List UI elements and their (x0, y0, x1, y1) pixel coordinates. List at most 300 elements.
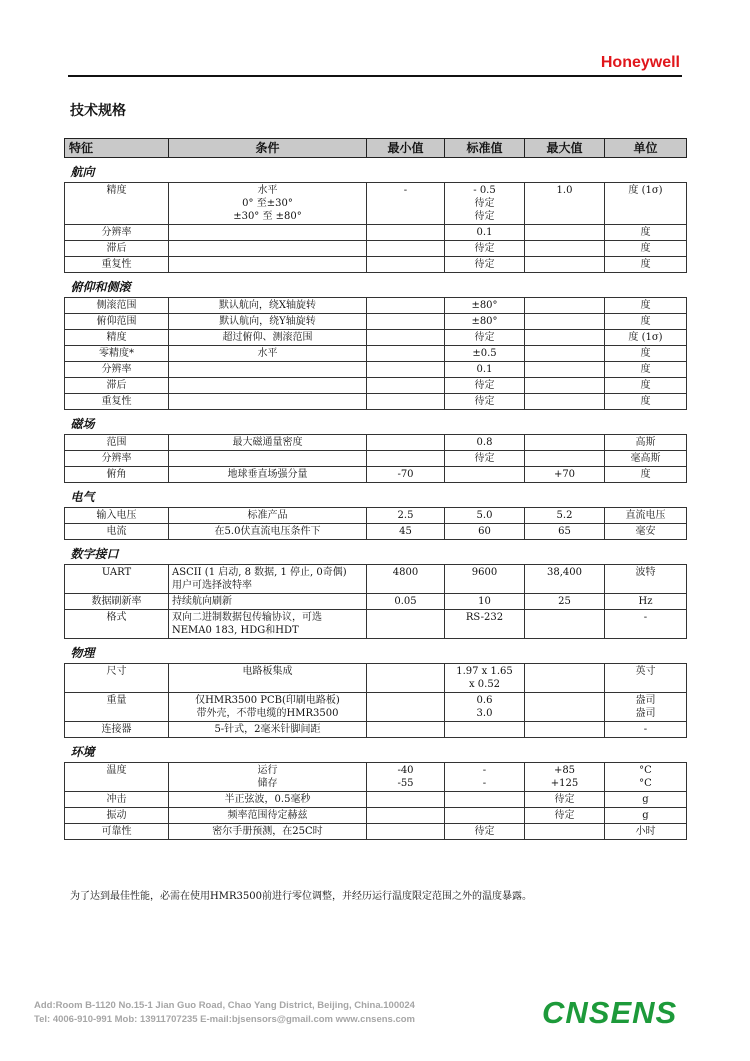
cell-line: 持续航向刷新 (172, 596, 232, 607)
typ-cell (445, 451, 525, 467)
unit-cell (605, 824, 687, 840)
cell-line: 英寸 (635, 666, 656, 677)
typ-cell (445, 508, 525, 524)
cell-line: 储存 (257, 778, 278, 789)
cell-line: NEMA0 183, HDG和HDT (172, 625, 299, 636)
typ-cell (445, 435, 525, 451)
typ-cell (445, 792, 525, 808)
footer-contact: Tel: 4006-910-991 Mob: 13911707235 E-mail:bjsensors@gmail.com www.cnsens.com (34, 1014, 415, 1025)
cell-line: 待定 (474, 826, 495, 837)
max-cell (525, 722, 605, 738)
min-cell (367, 467, 445, 483)
min-cell (367, 824, 445, 840)
typ-cell (445, 610, 525, 639)
cell-line: 频率范围待定赫兹 (227, 810, 308, 821)
cell-line: 在5.0伏直流电压条件下 (214, 526, 321, 537)
feature-cell: 精度 (65, 330, 169, 346)
column-header: 标准值 (445, 139, 525, 158)
feature-cell: 电流 (65, 524, 169, 540)
cell-line: 25 (558, 596, 571, 607)
min-cell (367, 314, 445, 330)
cell-line: 最大磁通量密度 (232, 437, 303, 448)
typ-cell (445, 225, 525, 241)
column-header: 最大值 (525, 139, 605, 158)
cell-line: 双向二进制数据包传输协议，可选 (172, 612, 322, 623)
typ-cell (445, 241, 525, 257)
max-cell (525, 314, 605, 330)
min-cell (367, 435, 445, 451)
typ-cell (445, 257, 525, 273)
unit-cell (605, 467, 687, 483)
table-row (65, 792, 687, 808)
condition-cell (169, 664, 367, 693)
feature-cell: 重量 (65, 693, 169, 722)
section-row (65, 540, 687, 565)
min-cell (367, 298, 445, 314)
typ-cell (445, 378, 525, 394)
feature-cell: 精度 (65, 183, 169, 225)
typ-cell (445, 664, 525, 693)
max-cell (525, 508, 605, 524)
unit-cell (605, 225, 687, 241)
table-row (65, 824, 687, 840)
min-cell (367, 763, 445, 792)
cell-line: 水平 (257, 185, 278, 196)
min-cell (367, 792, 445, 808)
max-cell (525, 362, 605, 378)
feature-cell: 振动 (65, 808, 169, 824)
cell-line: 待定 (474, 243, 495, 254)
typ-cell (445, 362, 525, 378)
cell-line: 度 (1σ) (628, 332, 663, 343)
cell-line: 用户可选择波特率 (172, 580, 252, 591)
table-row (65, 241, 687, 257)
feature-cell: 分辨率 (65, 451, 169, 467)
unit-cell (605, 241, 687, 257)
cell-line: 密尔手册预测，在25C时 (212, 826, 323, 837)
cell-line: 1.0 (556, 185, 573, 196)
cell-line: 待定 (474, 380, 495, 391)
cell-line: 60 (478, 526, 491, 537)
min-cell (367, 330, 445, 346)
table-row (65, 610, 687, 639)
max-cell (525, 346, 605, 362)
section-title: 环境 (65, 738, 687, 763)
cell-line: 45 (399, 526, 412, 537)
unit-cell (605, 378, 687, 394)
condition-cell (169, 241, 367, 257)
cell-line: 度 (640, 227, 651, 238)
cell-line: °C (639, 778, 652, 789)
section-title: 数字接口 (65, 540, 687, 565)
min-cell (367, 378, 445, 394)
cell-line: 默认航向，绕X轴旋转 (218, 300, 317, 311)
max-cell (525, 594, 605, 610)
condition-cell (169, 808, 367, 824)
cell-line: 度 (640, 243, 651, 254)
cell-line: 标准产品 (247, 510, 288, 521)
feature-cell: 冲击 (65, 792, 169, 808)
table-row (65, 314, 687, 330)
condition-cell (169, 763, 367, 792)
condition-cell (169, 394, 367, 410)
feature-cell: 俯仰范围 (65, 314, 169, 330)
cell-line: 高斯 (635, 437, 656, 448)
table-row (65, 346, 687, 362)
max-cell (525, 378, 605, 394)
table-row (65, 451, 687, 467)
section-title: 物理 (65, 639, 687, 664)
table-row (65, 524, 687, 540)
cell-line: +125 (550, 778, 579, 789)
typ-cell (445, 722, 525, 738)
condition-cell (169, 524, 367, 540)
min-cell (367, 257, 445, 273)
unit-cell (605, 314, 687, 330)
max-cell (525, 394, 605, 410)
section-row (65, 483, 687, 508)
cell-line: 毫安 (635, 526, 656, 537)
cell-line: 待定 (474, 396, 495, 407)
condition-cell (169, 451, 367, 467)
max-cell (525, 792, 605, 808)
cell-line: 波特 (635, 567, 656, 578)
condition-cell (169, 257, 367, 273)
section-title: 电气 (65, 483, 687, 508)
min-cell (367, 346, 445, 362)
unit-cell (605, 524, 687, 540)
cell-line: g (642, 810, 649, 821)
feature-cell: 分辨率 (65, 225, 169, 241)
condition-cell (169, 225, 367, 241)
cell-line: 小时 (635, 826, 656, 837)
unit-cell (605, 508, 687, 524)
table-row (65, 257, 687, 273)
unit-cell (605, 722, 687, 738)
feature-cell: 输入电压 (65, 508, 169, 524)
column-header: 条件 (169, 139, 367, 158)
typ-cell (445, 330, 525, 346)
typ-cell (445, 467, 525, 483)
cnsens-logo (540, 992, 730, 1032)
min-cell (367, 362, 445, 378)
cell-line: x 0.52 (468, 679, 501, 690)
cell-line: 0.6 (476, 695, 493, 706)
max-cell (525, 225, 605, 241)
typ-cell (445, 298, 525, 314)
footnote: 为了达到最佳性能，必需在使用HMR3500前进行零位调整，并经历运行温度限定范围之外的温度暴露。 (70, 891, 532, 902)
table-row (65, 298, 687, 314)
typ-cell (445, 565, 525, 594)
min-cell (367, 664, 445, 693)
max-cell (525, 467, 605, 483)
cell-line: ±80° (471, 300, 498, 311)
cell-line: 电路板集成 (242, 666, 293, 677)
condition-cell (169, 298, 367, 314)
table-row (65, 763, 687, 792)
feature-cell: 温度 (65, 763, 169, 792)
min-cell (367, 693, 445, 722)
max-cell (525, 565, 605, 594)
condition-cell (169, 594, 367, 610)
cell-line: 待定 (474, 259, 495, 270)
typ-cell (445, 693, 525, 722)
feature-cell: 滞后 (65, 378, 169, 394)
cell-line: 度 (640, 396, 651, 407)
cell-line: 1.97 x 1.65 (456, 666, 513, 677)
table-row (65, 467, 687, 483)
cell-line: °C (639, 765, 652, 776)
cell-line: ASCII (1 启动, 8 数据, 1 停止, 0奇偶) (172, 567, 347, 578)
typ-cell (445, 808, 525, 824)
cnsens-logo-mark (540, 992, 730, 1032)
honeywell-brand: Honeywell (600, 54, 680, 71)
min-cell (367, 722, 445, 738)
feature-cell: 尺寸 (65, 664, 169, 693)
section-row (65, 410, 687, 435)
cell-line: 度 (640, 380, 651, 391)
table-row (65, 330, 687, 346)
unit-cell (605, 330, 687, 346)
max-cell (525, 610, 605, 639)
feature-cell: UART (65, 565, 169, 594)
table-row (65, 394, 687, 410)
condition-cell (169, 362, 367, 378)
section-row (65, 639, 687, 664)
feature-cell: 分辨率 (65, 362, 169, 378)
unit-cell (605, 435, 687, 451)
cell-line: 度 (640, 300, 651, 311)
min-cell (367, 610, 445, 639)
cell-line: 待定 (474, 332, 495, 343)
condition-cell (169, 467, 367, 483)
spec-table-body (65, 158, 687, 840)
cell-line: 毫高斯 (630, 453, 661, 464)
max-cell (525, 524, 605, 540)
typ-cell (445, 183, 525, 225)
cell-line: - (482, 765, 487, 776)
cell-line: RS-232 (465, 612, 504, 623)
typ-cell (445, 763, 525, 792)
condition-cell (169, 610, 367, 639)
cell-line: - (643, 612, 648, 623)
cell-line: - (643, 724, 648, 735)
cell-line: 度 (640, 348, 651, 359)
unit-cell (605, 257, 687, 273)
cell-line: +85 (553, 765, 576, 776)
cell-line: 0.1 (476, 364, 493, 375)
table-row (65, 378, 687, 394)
feature-cell: 数据刷新率 (65, 594, 169, 610)
feature-cell: 侧滚范围 (65, 298, 169, 314)
feature-cell: 滞后 (65, 241, 169, 257)
unit-cell (605, 610, 687, 639)
unit-cell (605, 346, 687, 362)
cell-line: 0° 至±30° (242, 198, 293, 209)
cell-line: 0.1 (476, 227, 493, 238)
cell-line: 度 (1σ) (628, 185, 663, 196)
feature-cell: 格式 (65, 610, 169, 639)
cell-line: 运行 (257, 765, 278, 776)
max-cell (525, 451, 605, 467)
unit-cell (605, 664, 687, 693)
typ-cell (445, 314, 525, 330)
table-row (65, 808, 687, 824)
feature-cell: 重复性 (65, 257, 169, 273)
spec-table (64, 138, 687, 840)
table-row (65, 362, 687, 378)
typ-cell (445, 594, 525, 610)
cell-line: 65 (558, 526, 571, 537)
typ-cell (445, 346, 525, 362)
cell-line: +70 (553, 469, 576, 480)
cell-line: 默认航向，绕Y轴旋转 (219, 316, 316, 327)
cell-line: 度 (640, 259, 651, 270)
min-cell (367, 241, 445, 257)
cell-line: 38,400 (547, 567, 582, 578)
section-row (65, 158, 687, 183)
condition-cell (169, 824, 367, 840)
cell-line: 5.2 (556, 510, 573, 521)
unit-cell (605, 394, 687, 410)
cell-line: 带外壳，不带电缆的HMR3500 (196, 708, 339, 719)
cell-line: 待定 (474, 453, 495, 464)
max-cell (525, 664, 605, 693)
table-row (65, 435, 687, 451)
feature-cell: 可靠性 (65, 824, 169, 840)
min-cell (367, 808, 445, 824)
section-title: 磁场 (65, 410, 687, 435)
cell-line: 5.0 (476, 510, 493, 521)
min-cell (367, 565, 445, 594)
typ-cell (445, 824, 525, 840)
cell-line: 仅HMR3500 PCB(印刷电路板) (195, 695, 340, 706)
header-rule (68, 75, 682, 77)
logo-text: CNSENS (542, 995, 678, 1030)
section-row (65, 273, 687, 298)
cell-line: 水平 (257, 348, 278, 359)
cell-line: -70 (397, 469, 414, 480)
feature-cell: 俯角 (65, 467, 169, 483)
unit-cell (605, 792, 687, 808)
cell-line: 半正弦波，0.5毫秒 (224, 794, 311, 805)
condition-cell (169, 346, 367, 362)
table-row (65, 183, 687, 225)
unit-cell (605, 693, 687, 722)
cell-line: 盎司 (635, 708, 656, 719)
table-row (65, 664, 687, 693)
table-row (65, 565, 687, 594)
condition-cell (169, 508, 367, 524)
cell-line: 10 (478, 596, 491, 607)
footer-address: Add:Room B-1120 No.15-1 Jian Guo Road, Chao Yang District, Beijing, China.100024 (34, 1000, 415, 1011)
condition-cell (169, 378, 367, 394)
cell-line: 待定 (474, 211, 495, 222)
table-row (65, 693, 687, 722)
cell-line: 度 (640, 469, 651, 480)
feature-cell: 范围 (65, 435, 169, 451)
unit-cell (605, 298, 687, 314)
section-title: 航向 (65, 158, 687, 183)
typ-cell (445, 394, 525, 410)
max-cell (525, 693, 605, 722)
max-cell (525, 824, 605, 840)
max-cell (525, 763, 605, 792)
table-row (65, 594, 687, 610)
min-cell (367, 524, 445, 540)
cell-line: 4800 (392, 567, 419, 578)
cell-line: -40 (397, 765, 414, 776)
cell-line: ±30° 至 ±80° (233, 211, 302, 222)
cell-line: ±80° (471, 316, 498, 327)
column-header: 最小值 (367, 139, 445, 158)
unit-cell (605, 594, 687, 610)
cell-line: 2.5 (397, 510, 414, 521)
cell-line: 3.0 (476, 708, 493, 719)
cell-line: 9600 (471, 567, 498, 578)
cell-line: 待定 (554, 810, 575, 821)
cell-line: 5-针式，2毫米针脚间距 (214, 724, 321, 735)
cell-line: 地球垂直场强分量 (227, 469, 308, 480)
max-cell (525, 298, 605, 314)
column-header: 特征 (65, 139, 169, 158)
section-title: 俯仰和侧滚 (65, 273, 687, 298)
cell-line: - 0.5 (473, 185, 496, 196)
max-cell (525, 330, 605, 346)
condition-cell (169, 314, 367, 330)
cell-line: Hz (638, 596, 653, 607)
max-cell (525, 435, 605, 451)
cell-line: g (642, 794, 649, 805)
cell-line: - (482, 778, 487, 789)
max-cell (525, 257, 605, 273)
unit-cell (605, 451, 687, 467)
unit-cell (605, 808, 687, 824)
column-header: 单位 (605, 139, 687, 158)
cell-line: -55 (397, 778, 414, 789)
min-cell (367, 451, 445, 467)
cell-line: 超过俯仰、测滚范围 (222, 332, 313, 343)
condition-cell (169, 183, 367, 225)
max-cell (525, 241, 605, 257)
cell-line: ±0.5 (472, 348, 497, 359)
cell-line: - (403, 185, 408, 196)
condition-cell (169, 792, 367, 808)
cell-line: 度 (640, 316, 651, 327)
unit-cell (605, 362, 687, 378)
cell-line: 待定 (554, 794, 575, 805)
section-row (65, 738, 687, 763)
unit-cell (605, 565, 687, 594)
cell-line: 直流电压 (625, 510, 666, 521)
unit-cell (605, 183, 687, 225)
min-cell (367, 183, 445, 225)
feature-cell: 重复性 (65, 394, 169, 410)
unit-cell (605, 763, 687, 792)
condition-cell (169, 693, 367, 722)
min-cell (367, 594, 445, 610)
min-cell (367, 508, 445, 524)
condition-cell (169, 565, 367, 594)
cell-line: 待定 (474, 198, 495, 209)
max-cell (525, 183, 605, 225)
min-cell (367, 394, 445, 410)
max-cell (525, 808, 605, 824)
table-row (65, 722, 687, 738)
condition-cell (169, 330, 367, 346)
table-row (65, 508, 687, 524)
typ-cell (445, 524, 525, 540)
